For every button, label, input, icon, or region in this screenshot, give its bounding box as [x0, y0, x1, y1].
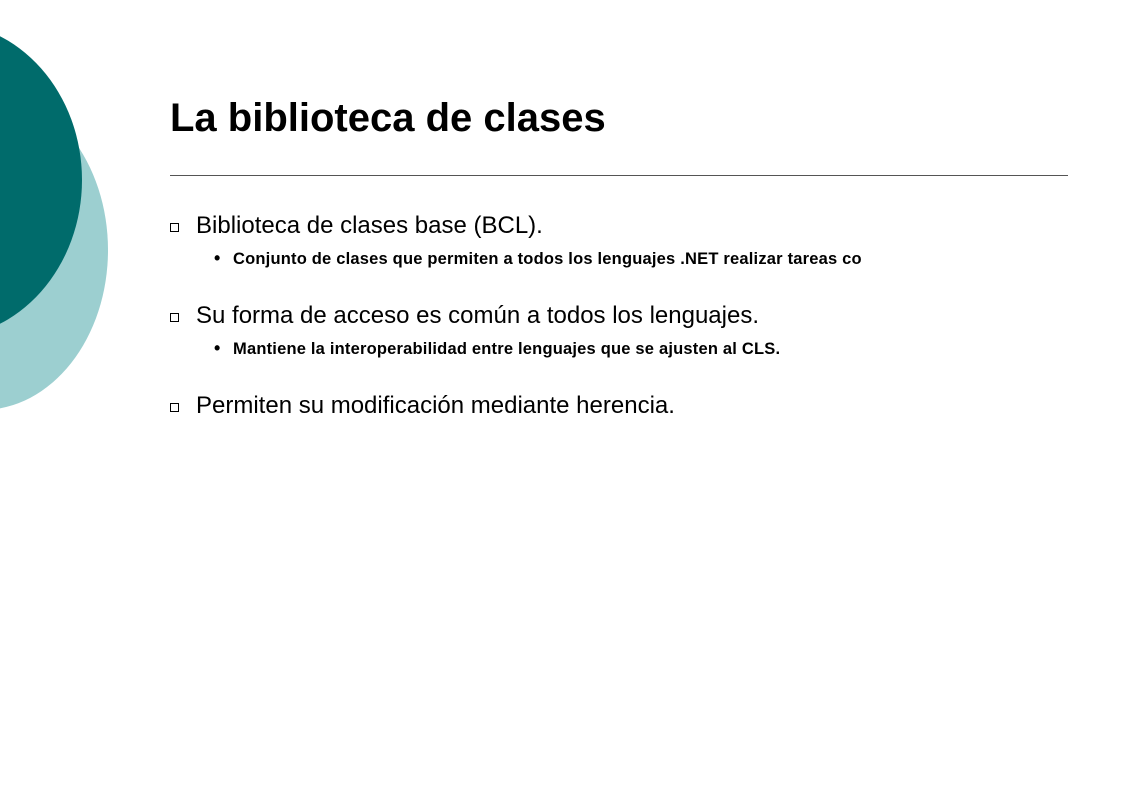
square-bullet-icon [170, 313, 179, 322]
bullet-text: Permiten su modificación mediante herencia. [196, 392, 675, 419]
dot-bullet-icon: • [214, 338, 221, 358]
slide-title: La biblioteca de clases [170, 96, 606, 140]
bullet-text: Su forma de acceso es común a todos los lenguajes. [196, 302, 759, 329]
sub-bullet-text: Mantiene la interoperabilidad entre lenguajes que se ajusten al CLS. [233, 340, 781, 358]
bullet-item [170, 208, 1123, 248]
bullet-item [170, 298, 1123, 338]
dot-bullet-icon: • [214, 248, 221, 268]
square-bullet-icon [170, 223, 179, 232]
square-bullet-icon [170, 403, 179, 412]
sub-bullet-item [170, 338, 1123, 376]
bullet-list [170, 208, 1123, 428]
bullet-text: Biblioteca de clases base (BCL). [196, 212, 543, 239]
sub-bullet-item [170, 248, 1123, 286]
title-divider [170, 175, 1068, 176]
sub-bullet-text: Conjunto de clases que permiten a todos los lenguajes .NET realizar tareas co [233, 250, 862, 268]
decorative-circles [0, 0, 130, 420]
bullet-item [170, 388, 1123, 428]
